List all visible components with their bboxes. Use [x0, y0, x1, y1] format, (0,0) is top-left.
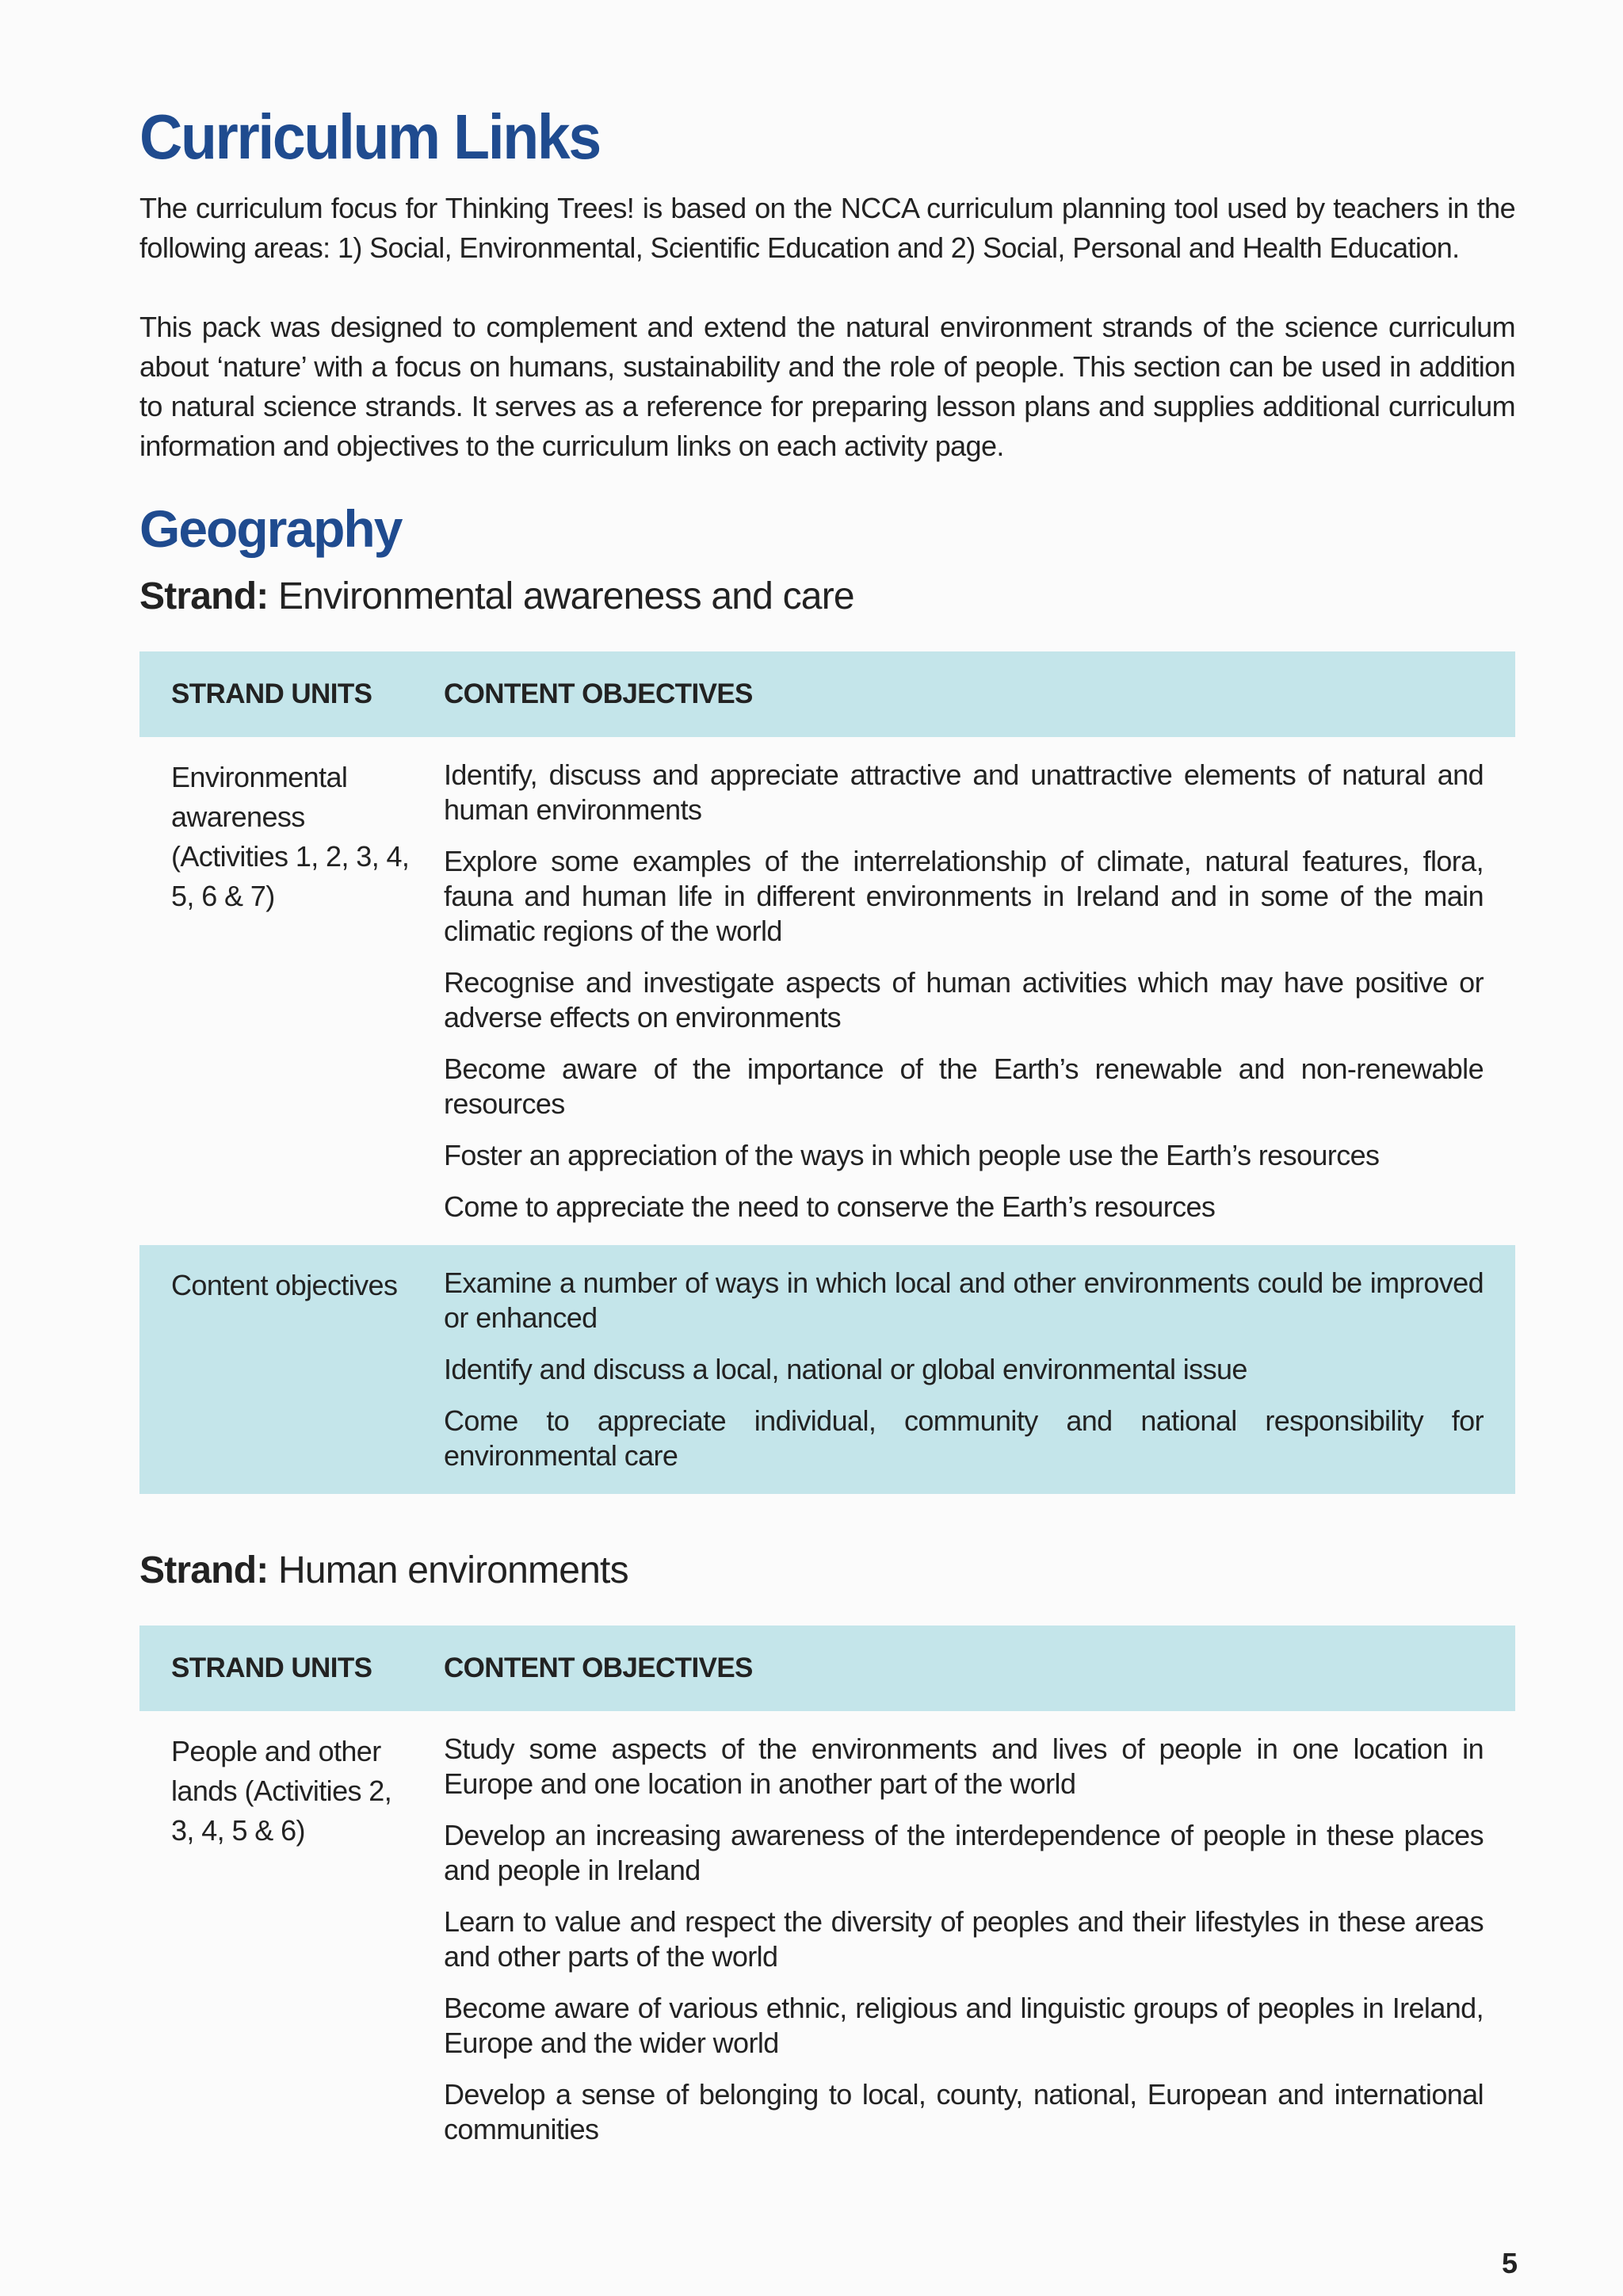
intro-paragraph-1: The curriculum focus for Thinking Trees! is based on the NCCA curriculum planning tool used by teachers in the following areas: 1) Social, Environmental, Scientific Education and 2) Social, Personal and Health Education. [139, 192, 1515, 264]
objective-item: Identify and discuss a local, national or global environmental issue [444, 1353, 1247, 1385]
strand-label: Strand: [139, 1549, 269, 1591]
page-content [139, 94, 1515, 2168]
objective-item: Recognise and investigate aspects of human activities which may have positive or adverse effects on environments [444, 966, 1484, 1033]
page-title: Curriculum Links [139, 101, 600, 172]
strand-table-human [139, 1626, 1515, 2168]
strand-heading-human [139, 1543, 1515, 1599]
strand-label: Strand: [139, 575, 269, 617]
objective-item: Develop a sense of belonging to local, county, national, European and international communities [444, 2078, 1484, 2145]
header-content-objectives: CONTENT OBJECTIVES [444, 1652, 753, 1683]
objective-item: Foster an appreciation of the ways in which people use the Earth’s resources [444, 1139, 1380, 1171]
objective-item: Come to appreciate individual, community and national responsibility for environmental care [444, 1404, 1484, 1472]
table-header-row [139, 1626, 1515, 1711]
page-number: 5 [1501, 2247, 1518, 2279]
objective-item: Come to appreciate the need to conserve the Earth’s resources [444, 1190, 1216, 1223]
objectives-cell [412, 1711, 1515, 2168]
objective-item: Examine a number of ways in which local and other environments could be improved or enhanced [444, 1266, 1484, 1334]
table-row [139, 737, 1515, 1245]
intro-paragraph-2: This pack was designed to complement and extend the natural environment strands of the science curriculum about ‘nature’ with a focus on humans, sustainability and the role of people. This section can be used in addition to natural science strands. It serves as a reference for preparing lesson plans and supplies additional curriculum information and objectives to the curriculum links on each activity page. [139, 311, 1515, 462]
objectives-cell [412, 1245, 1515, 1494]
objective-item: Become aware of various ethnic, religious and linguistic groups of peoples in Ireland, Europe and the wider world [444, 1992, 1484, 2059]
objective-item: Identify, discuss and appreciate attractive and unattractive elements of natural and human environments [444, 758, 1484, 826]
header-strand-units: STRAND UNITS [171, 1652, 372, 1683]
strand-unit-cell: People and other lands (Activities 2, 3, 4, 5 & 6) [171, 1735, 392, 1847]
objective-item: Learn to value and respect the diversity of peoples and their lifestyles in these areas and other parts of the world [444, 1905, 1484, 1973]
table-row [139, 1245, 1515, 1494]
objective-item: Explore some examples of the interrelationship of climate, natural features, flora, fauna and human life in different environments in Ireland and in some of the main climatic regions of the world [444, 845, 1484, 947]
strand-name: Human environments [277, 1549, 628, 1591]
table-header-row [139, 651, 1515, 737]
header-content-objectives: CONTENT OBJECTIVES [444, 678, 753, 709]
header-strand-units: STRAND UNITS [171, 678, 372, 709]
objective-item: Study some aspects of the environments and lives of people in one location in Europe and one location in another part of the world [444, 1733, 1484, 1800]
objective-item: Become aware of the importance of the Earth’s renewable and non-renewable resources [444, 1052, 1484, 1120]
objective-item: Develop an increasing awareness of the interdependence of people in these places and people in Ireland [444, 1819, 1484, 1886]
table-row [139, 1711, 1515, 2168]
strand-table-environmental [139, 651, 1515, 1494]
strand-heading-environmental [139, 569, 1515, 625]
strand-unit-cell: Environmental awareness (Activities 1, 2, 3, 4, 5, 6 & 7) [171, 761, 410, 912]
section-title-geography: Geography [139, 499, 402, 558]
strand-unit-cell: Content objectives [171, 1269, 398, 1301]
objectives-cell [412, 737, 1515, 1245]
strand-name: Environmental awareness and care [277, 575, 854, 617]
